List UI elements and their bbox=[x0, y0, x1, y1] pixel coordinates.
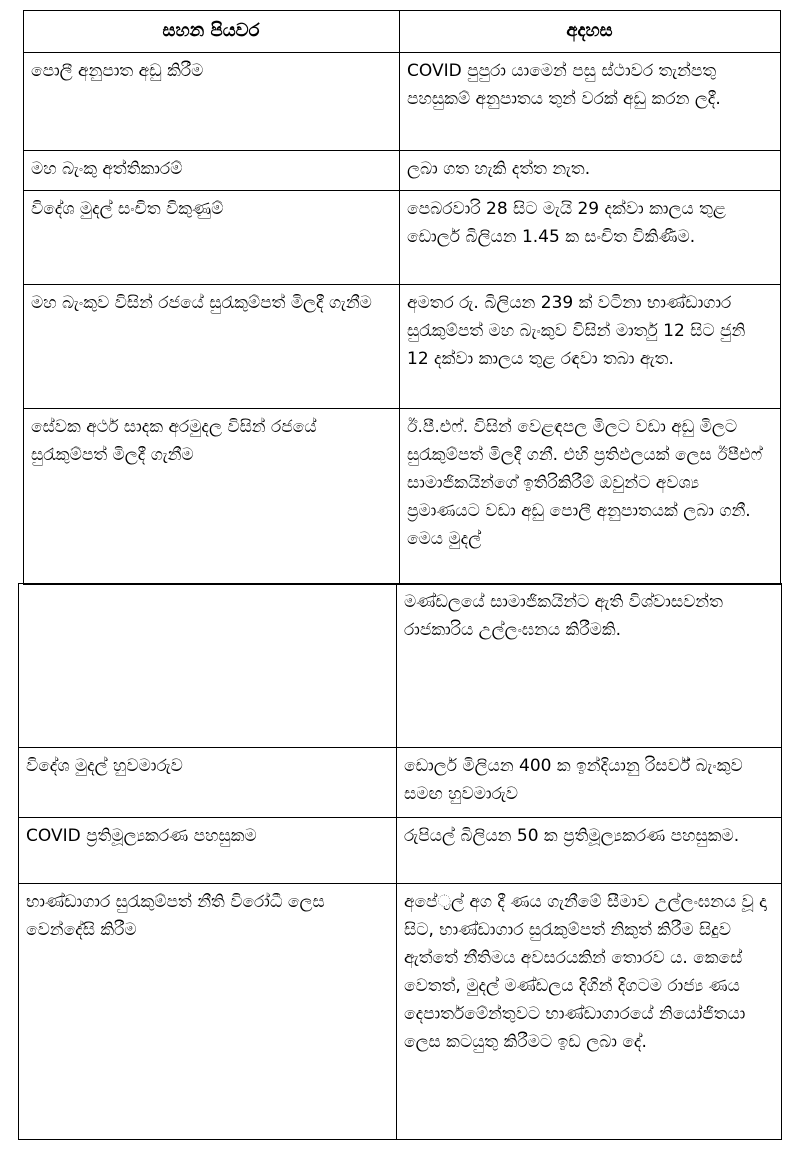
description-cell: ඊ.පී.එෆ්. විසින් වෙළඳපල මිලට වඩා අඩු මිලට සුරැකුම්පත් මිලදී ගනී. එහි ප්‍රතිඵලයක් ලෙස ඊපීඑෆ් සාමාජිකයින්ගේ ඉතිරිකිරීම් ඔවුන්ට අවශ්‍ය ප්‍රමාණයට වඩා අඩු පොලී අනුපාතයක් ලබා ගනී. මෙය මුදල් bbox=[400, 409, 781, 585]
table-row bbox=[24, 285, 781, 409]
description-cell: රුපියල් බිලියන 50 ක ප්‍රතිමූල්‍යකරණ පහසුකම. bbox=[397, 818, 782, 884]
table-row bbox=[19, 818, 782, 884]
description-cell: මණ්ඩලයේ සාමාජිකයින්ට ඇති විශ්වාසවන්ත රාජකාරිය උල්ලංඝනය කිරීමකි. bbox=[397, 584, 782, 748]
measure-cell: මහ බැංකු අත්තිකාරම් bbox=[24, 151, 400, 191]
measure-cell: COVID ප්‍රතිමූල්‍යකරණ පහසුකම bbox=[19, 818, 397, 884]
measure-cell: සේවක අර්ථ සාදක අරමුදල විසින් රජයේ සුරැකුම්පත් මිලදී ගැනීම bbox=[24, 409, 400, 585]
measure-cell: විදේශ මුදල් සංචිත විකුණුම් bbox=[24, 191, 400, 285]
header-description: අදහස bbox=[400, 11, 781, 53]
measure-cell: විදේශ මුදල් හුවමාරුව bbox=[19, 748, 397, 818]
table-row bbox=[19, 584, 782, 748]
measure-cell: මහ බැංකුව විසින් රජයේ සුරැකුම්පත් මිලදී ගැනීම bbox=[24, 285, 400, 409]
measure-cell: භාණ්ඩාගාර සුරැකුම්පත් නීති විරෝධී ලෙස වෙන්දේසි කිරීම bbox=[19, 884, 397, 1140]
description-cell: ඩොලර් මිලියන 400 ක ඉන්දියානු රිසර්ව් බැංකුව සමඟ හුවමාරුව bbox=[397, 748, 782, 818]
description-cell: COVID පුපුරා යාමෙන් පසු ස්ථාවර තැන්පතු පහසුකම් අනුපාතය තුන් වරක් අඩු කරන ලදී. bbox=[400, 53, 781, 151]
relief-measures-table-part-2 bbox=[18, 583, 782, 1140]
relief-measures-table-part-1 bbox=[23, 10, 781, 585]
table-row bbox=[24, 53, 781, 151]
measure-cell bbox=[19, 584, 397, 748]
table-row bbox=[24, 409, 781, 585]
table-row bbox=[24, 151, 781, 191]
measure-cell: පොලී අනුපාත අඩු කිරීම bbox=[24, 53, 400, 151]
description-cell: පෙබරවාරි 28 සිට මැයි 29 දක්වා කාලය තුළ ඩොලර් බිලියන 1.45 ක සංචිත විකිණීම. bbox=[400, 191, 781, 285]
table-row bbox=[19, 884, 782, 1140]
header-measure: සහන පියවර bbox=[24, 11, 400, 53]
description-cell: ලබා ගත හැකි දත්ත නැත. bbox=[400, 151, 781, 191]
table-row bbox=[19, 748, 782, 818]
table-row bbox=[24, 191, 781, 285]
table-header-row bbox=[24, 11, 781, 53]
description-cell: අමතර රු. බිලියන 239 ක් වටිනා භාණ්ඩාගාර සුරැකුම්පත් මහ බැංකුව විසින් මාර්තු 12 සිට ජුනි 12 දක්වා කාලය තුළ රඳවා තබා ඇත. bbox=[400, 285, 781, 409]
description-cell: අපේ්‍රල් අග දී ණය ගැනීමේ සීමාව උල්ලංඝනය වූ දා සිට, භාණ්ඩාගාර සුරැකුම්පත් නිකුත් කිරීම සිදුව ඇත්තේ නීතිමය අවසරයකින් තොරව ය. කෙසේ වෙතත්, මුදල් මණ්ඩලය දිගින් දිගටම රාජ්‍ය ණය දෙපාර්තමේන්තුවට භාණ්ඩාගාරයේ නියෝජිතයා ලෙස කටයුතු කිරීමට ඉඩ ලබා දේ. bbox=[397, 884, 782, 1140]
